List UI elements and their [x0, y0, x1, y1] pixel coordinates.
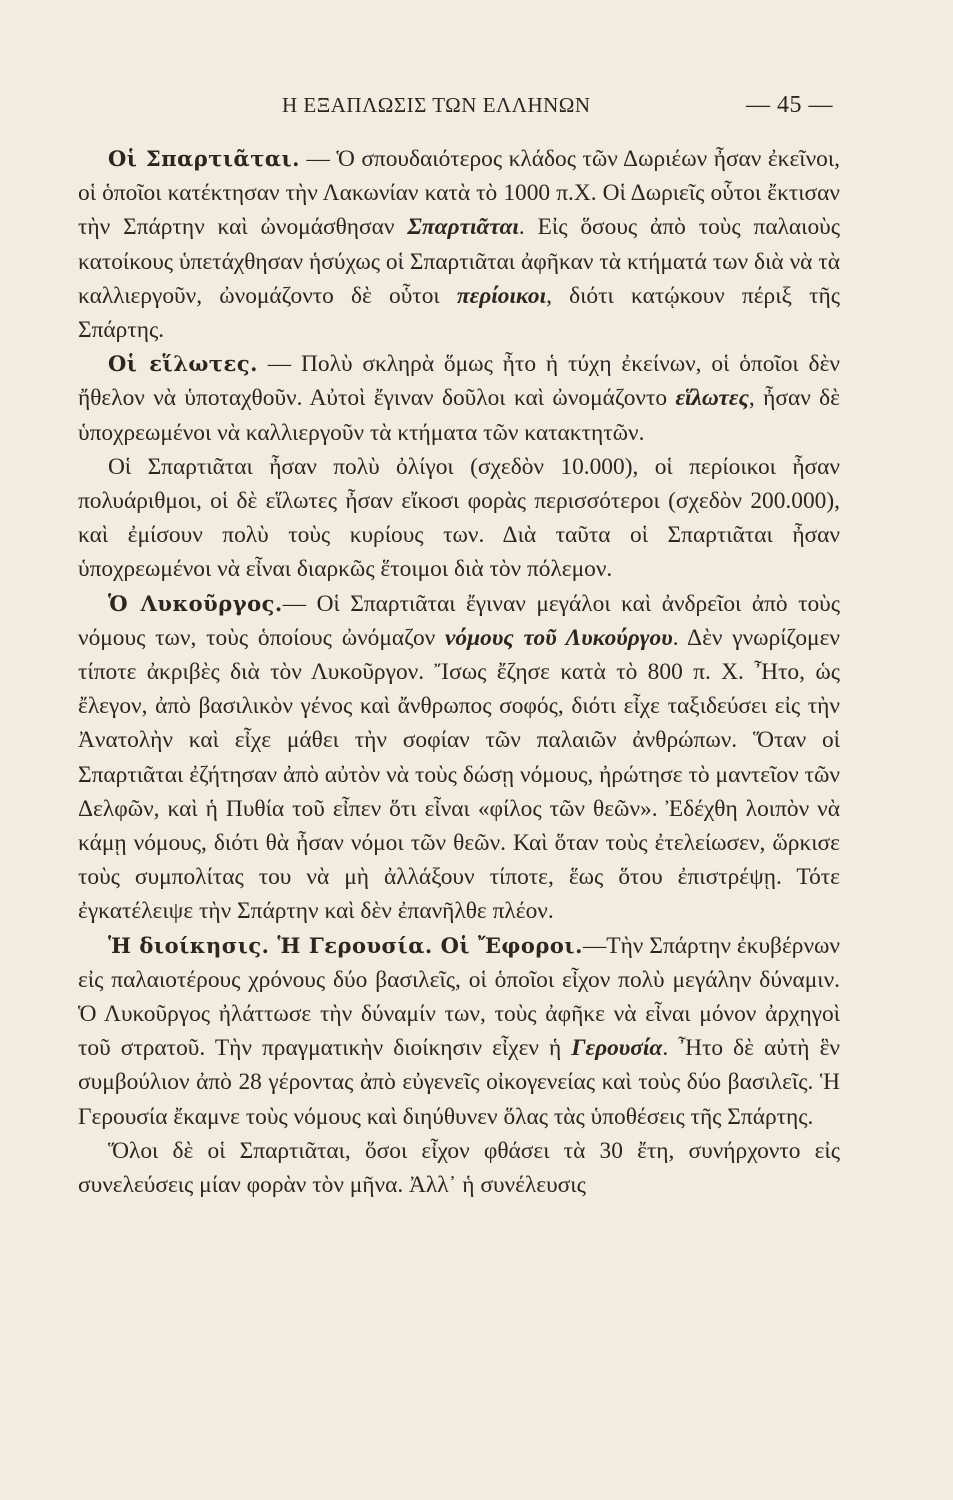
- section-heading-helots: Οἱ εἵλωτες.: [108, 351, 258, 377]
- running-title: Η ΕΞΑΠΛΩΣΙΣ ΤΩΝ ΕΛΛΗΝΩΝ: [282, 93, 591, 117]
- page-header: [282, 92, 833, 119]
- section-heading-spartiates: Οἱ Σπαρτιᾶται.: [108, 146, 300, 171]
- paragraph-numbers: Οἱ Σπαρτιᾶται ἦσαν πολὺ ὀλίγοι (σχεδὸν 10.000), οἱ περίοικοι ἦσαν πολυάριθμοι, οἱ δὲ εἵλωτες ἦσαν εἴκοσι φορὰς περισσότεροι (σχεδὸν 200.000), καὶ ἐμίσουν πολὺ τοὺς κυρίους των. Διὰ ταῦτα οἱ Σπαρτιᾶται ἦσαν ὑποχρεωμένοι νὰ εἶναι διαρκῶς ἕτοιμοι διὰ τὸν πόλεμον.: [78, 453, 840, 583]
- text: — Οἱ Σπαρτιᾶται ἔγιναν μεγάλοι καὶ ἀνδρεῖοι ἀπὸ τοὺς νόμους των, τοὺς ὁποίους ὠνόμαζον: [78, 590, 841, 651]
- text: , διότι κατῴκουν πέριξ τῆς Σπάρτης.: [78, 282, 840, 344]
- text: . Εἰς ὅσους ἀπὸ τοὺς παλαιοὺς κατοίκους ὑπετάχθησαν ἡσύχως οἱ Σπαρτιᾶται ἀφῆκαν τὰ κτήματά των διὰ νὰ τὰ καλλιεργοῦν, ὠνομάζοντο δὲ οὗτοι: [78, 214, 841, 309]
- paragraph-spartiates: [78, 142, 840, 347]
- page-body: [78, 142, 840, 1202]
- paragraph-administration: [78, 929, 840, 1134]
- text: —Τὴν Σπάρτην ἐκυβέρνων εἰς παλαιοτέρους χρόνους δύο βασιλεῖς, οἱ ὁποῖοι εἶχον πολὺ μεγάλην δύναμιν. Ὁ Λυκοῦργος ἠλάττωσε τὴν δύναμίν των, τοὺς ἀφῆκε νὰ εἶναι μόνον ἀρχηγοὶ τοῦ στρατοῦ. Τὴν πραγματικὴν διοίκησιν εἶχεν ἡ: [78, 932, 840, 1062]
- text: . Ἦτο δὲ αὐτὴ ἓν συμβούλιον ἀπὸ 28 γέροντας ἀπὸ εὐγενεῖς οἰκογενείας καὶ τοὺς δύο βασιλεῖς. Ἡ Γερουσία ἔκαμνε τοὺς νόμους καὶ διηύθυνεν ὅλας τὰς ὑποθέσεις τῆς Σπάρτης.: [78, 1035, 840, 1130]
- paragraph-assembly: Ὅλοι δὲ οἱ Σπαρτιᾶται, ὅσοι εἶχον φθάσει τὰ 30 ἔτη, συνήρχοντο εἰς συνελεύσεις μίαν φορὰν τὸν μῆνα. Ἀλλ᾽ ἡ συνέλευσις: [78, 1137, 840, 1199]
- term-spartiates: Σπαρτιᾶται: [407, 214, 519, 241]
- text: — Πολὺ σκληρὰ ὅμως ἦτο ἡ τύχη ἐκείνων, οἱ ὁποῖοι δὲν ἤθελον νὰ ὑποταχθοῦν. Αὐτοὶ ἔγιναν δοῦλοι καὶ ὠνομάζοντο: [78, 351, 840, 412]
- text: — Ὁ σπουδαιότερος κλάδος τῶν Δωριέων ἦσαν ἐκεῖνοι, οἱ ὁποῖοι κατέκτησαν τὴν Λακωνίαν κατὰ τὸ 1000 π.Χ. Οἱ Δωριεῖς οὗτοι ἔκτισαν τὴν Σπάρτην καὶ ὠνομάσθησαν: [78, 146, 841, 241]
- paragraph-lycurgus: [78, 587, 840, 929]
- paragraph-helots: [78, 347, 840, 450]
- term-laws-of-lycurgus: νόμους τοῦ Λυκούργου: [445, 624, 673, 651]
- page-number: — 45 —: [746, 92, 833, 118]
- term-helots: εἵλωτες: [675, 385, 749, 412]
- text: , ἦσαν δὲ ὑποχρεωμένοι νὰ καλλιεργοῦν τὰ κτήματα τῶν κατακτητῶν.: [78, 385, 841, 446]
- section-heading-lycurgus: Ὁ Λυκοῦργος.: [108, 590, 283, 616]
- term-gerousia: Γερουσία: [571, 1035, 663, 1062]
- term-perioikoi: περίοικοι: [456, 282, 547, 309]
- section-heading-administration: Ἡ διοίκησις. Ἡ Γερουσία. Οἱ Ἔφοροι.: [108, 932, 583, 958]
- text: . Δὲν γνωρίζομεν τίποτε ἀκριβὲς διὰ τὸν Λυκοῦργον. Ἴσως ἔζησε κατὰ τὸ 800 π. Χ. Ἦτο, ὡς ἔλεγον, ἀπὸ βασιλικὸν γένος καὶ ἄνθρωπος σοφός, διότι εἶχε ταξιδεύσει εἰς τὴν Ἀνατολὴν καὶ εἶχε μάθει τὴν σοφίαν τῶν παλαιῶν ἀνθρώπων. Ὅταν οἱ Σπαρτιᾶται ἐζήτησαν ἀπὸ αὐτὸν νὰ τοὺς δώσῃ νόμους, ἠρώτησε τὸ μαντεῖον τῶν Δελφῶν, καὶ ἡ Πυθία τοῦ εἶπεν ὅτι εἶναι «φίλος τῶν θεῶν». Ἐδέχθη λοιπὸν νὰ κάμῃ νόμους, διότι θὰ ἦσαν νόμοι τῶν θεῶν. Καὶ ὅταν τοὺς ἐτελείωσεν, ὥρκισε τοὺς συμπολίτας του νὰ μὴ ἀλλάξουν τίποτε, ἕως ὅτου ἐπιστρέψῃ. Τότε ἐγκατέλειψε τὴν Σπάρτην καὶ δὲν ἐπανῆλθε πλέον.: [78, 624, 840, 925]
